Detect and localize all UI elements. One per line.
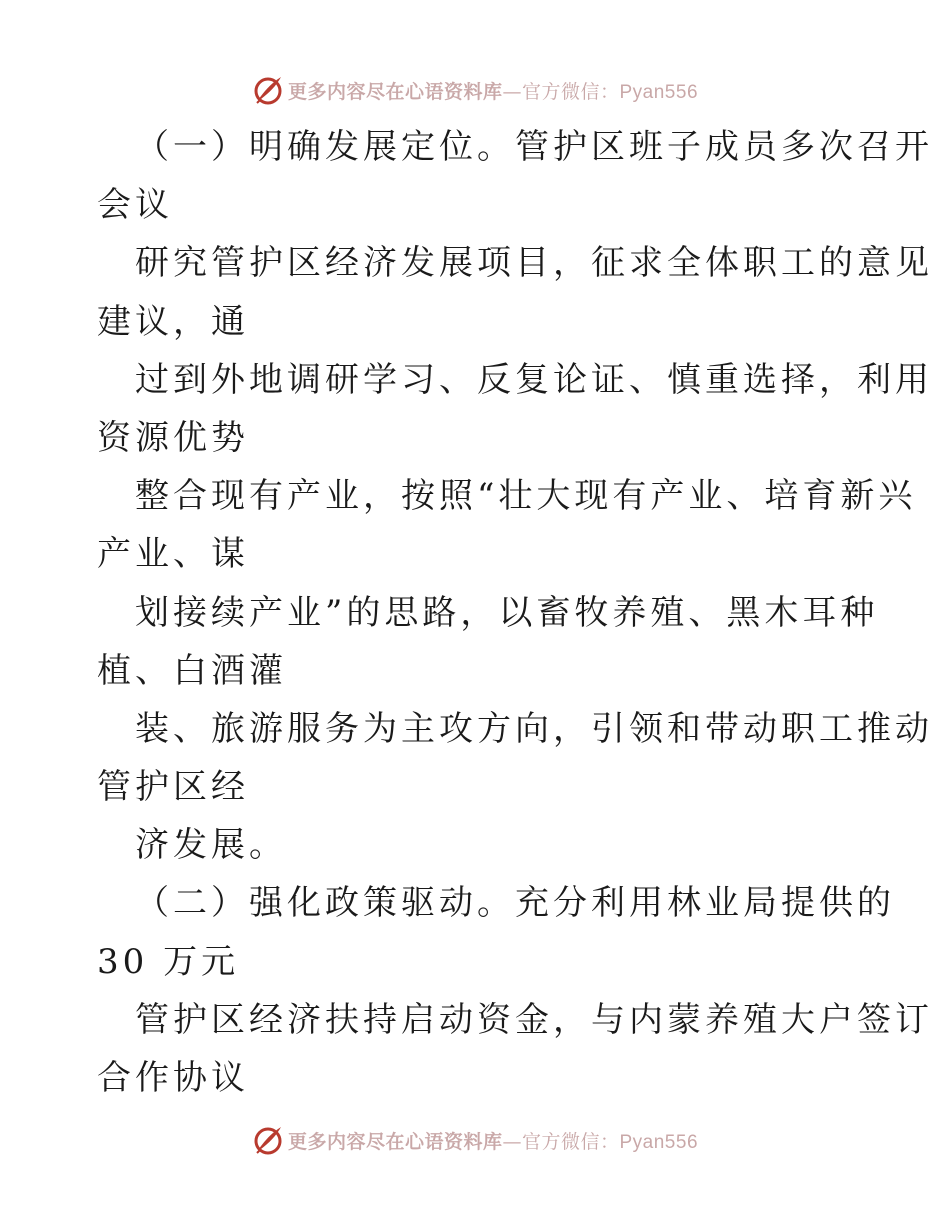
footer-account: Pyan556	[619, 1131, 699, 1153]
body-text-line: （一）明确发展定位。管护区班子成员多次召开	[135, 127, 933, 167]
body-text-line: 研究管护区经济发展项目，征求全体职工的意见	[135, 243, 933, 284]
body-text-line: 合作协议	[97, 1058, 249, 1098]
body-text-line: 装、旅游服务为主攻方向，引领和带动职工推动	[135, 708, 933, 749]
body-text-line: 划接续产业”的思路，以畜牧养殖、黑木耳种	[135, 592, 879, 633]
body-text-line: 整合现有产业，按照“壮大现有产业、培育新兴	[135, 476, 917, 517]
body-text-line: 管护区经济扶持启动资金，与内蒙养殖大户签订	[135, 999, 933, 1040]
quill-logo-icon	[252, 1124, 284, 1156]
quill-logo-icon	[252, 74, 284, 106]
body-text-line: 30 万元	[97, 941, 240, 982]
footer-banner-text	[288, 1127, 698, 1154]
body-text-line: 过到外地调研学习、反复论证、慎重选择，利用	[135, 359, 933, 400]
footer-brand: 更多内容尽在心语资料库	[287, 1130, 503, 1153]
header-banner-text	[288, 77, 698, 104]
footer-separator: —	[502, 1130, 522, 1153]
header-suffix: 官方微信：	[521, 80, 620, 103]
header-banner	[0, 70, 950, 110]
document-body	[97, 118, 933, 1107]
body-text-line: 管护区经	[97, 767, 249, 808]
body-text-line: 植、白酒灌	[97, 650, 287, 691]
body-text-line: 资源优势	[97, 417, 249, 458]
body-text-line: （二）强化政策驱动。充分利用林业局提供的	[135, 883, 895, 924]
body-text-line: 产业、谋	[97, 534, 249, 575]
body-text-line: 会议	[97, 185, 173, 226]
header-separator: —	[502, 80, 522, 103]
body-text-line: 建议，通	[97, 301, 249, 342]
header-account: Pyan556	[619, 81, 699, 103]
header-brand: 更多内容尽在心语资料库	[287, 80, 503, 103]
footer-banner	[0, 1120, 950, 1160]
body-text-line: 济发展。	[135, 825, 287, 866]
footer-suffix: 官方微信：	[521, 1130, 620, 1153]
